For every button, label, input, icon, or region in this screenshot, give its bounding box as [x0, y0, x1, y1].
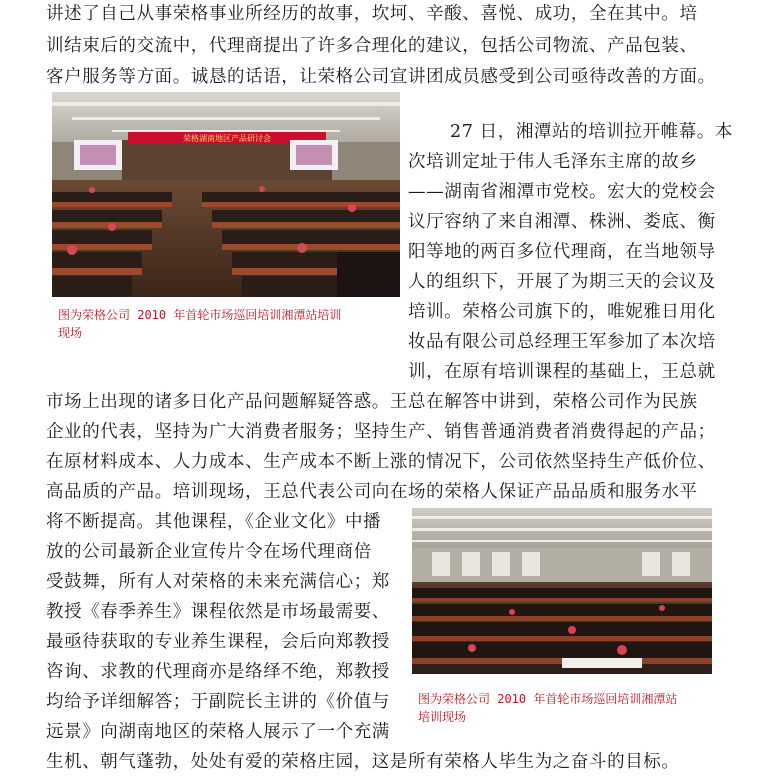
- photo-training-hall-1: [52, 92, 400, 297]
- banner-text: 荣格湖南地区产品研讨会: [183, 134, 271, 143]
- text-line: 均给予详细解答；于副院长主讲的《价值与: [46, 692, 390, 712]
- text-line: 高品质的产品。培训现场，王总代表公司向在场的荣格人保证产品品质和服务水平: [46, 482, 698, 502]
- text-line: 议厅容纳了来自湘潭、株洲、娄底、衡: [408, 212, 716, 232]
- photo-2-caption-line-1: 图为荣格公司 2010 年首轮市场巡回培训湘潭站: [418, 692, 678, 706]
- text-line: 27 日，湘潭站的培训拉开帷幕。本: [450, 122, 734, 142]
- text-line: 在原材料成本、人力成本、生产成本不断上涨的情况下，公司依然坚持生产低价位、: [46, 452, 716, 472]
- text-line: 讲述了自己从事荣格事业所经历的故事，坎坷、辛酸、喜悦、成功，全在其中。培: [46, 4, 698, 24]
- text-line: 远景》向湖南地区的荣格人展示了一个充满: [46, 722, 390, 742]
- photo-training-hall-2: [412, 508, 712, 674]
- photo-1-graphic: [52, 92, 400, 297]
- text-line: 客户服务等方面。诚恳的话语，让荣格公司宣讲团成员感受到公司亟待改善的方面。: [46, 67, 716, 87]
- text-line: 受鼓舞，所有人对荣格的未来充满信心；郑: [46, 572, 390, 592]
- text-line: 人的组织下，开展了为期三天的会议及: [408, 272, 716, 292]
- text-line: 培训。荣格公司旗下的，唯妮雅日用化: [408, 302, 716, 322]
- text-line: 将不断提高。其他课程，《企业文化》中播: [46, 512, 382, 532]
- text-line: 生机、朝气蓬勃，处处有爱的荣格庄园，这是所有荣格人毕生为之奋斗的目标。: [46, 752, 680, 772]
- text-line: 最亟待获取的专业养生课程，会后向郑教授: [46, 632, 390, 652]
- photo-1-caption-line-1: 图为荣格公司 2010 年首轮市场巡回培训湘潭站培训: [58, 308, 342, 322]
- photo-2-graphic: [412, 508, 712, 674]
- text-line: 训结束后的交流中，代理商提出了许多合理化的建议，包括公司物流、产品包装、: [46, 36, 698, 56]
- text-line: 企业的代表，坚持为广大消费者服务；坚持生产、销售普通消费者消费得起的产品；: [46, 422, 716, 442]
- text-line: 妆品有限公司总经理王军参加了本次培: [408, 332, 716, 352]
- text-line: 放的公司最新企业宣传片令在场代理商倍: [46, 542, 372, 562]
- text-line: 市场上出现的诸多日化产品问题解疑答惑。王总在解答中讲到，荣格公司作为民族: [46, 392, 698, 412]
- photo-2-caption-line-2: 培训现场: [418, 710, 467, 724]
- text-line: 次培训定址于伟人毛泽东主席的故乡: [408, 152, 698, 172]
- text-line: 阳等地的两百多位代理商，在当地领导: [408, 242, 716, 262]
- photo-1-caption-line-2: 现场: [58, 326, 83, 340]
- text-line: ——湖南省湘潭市党校。宏大的党校会: [408, 182, 716, 202]
- text-line: 教授《春季养生》课程依然是市场最需要、: [46, 602, 390, 622]
- text-line: 训，在原有培训课程的基础上，王总就: [408, 362, 716, 382]
- text-line: 咨询、求教的代理商亦是络绎不绝，郑教授: [46, 662, 390, 682]
